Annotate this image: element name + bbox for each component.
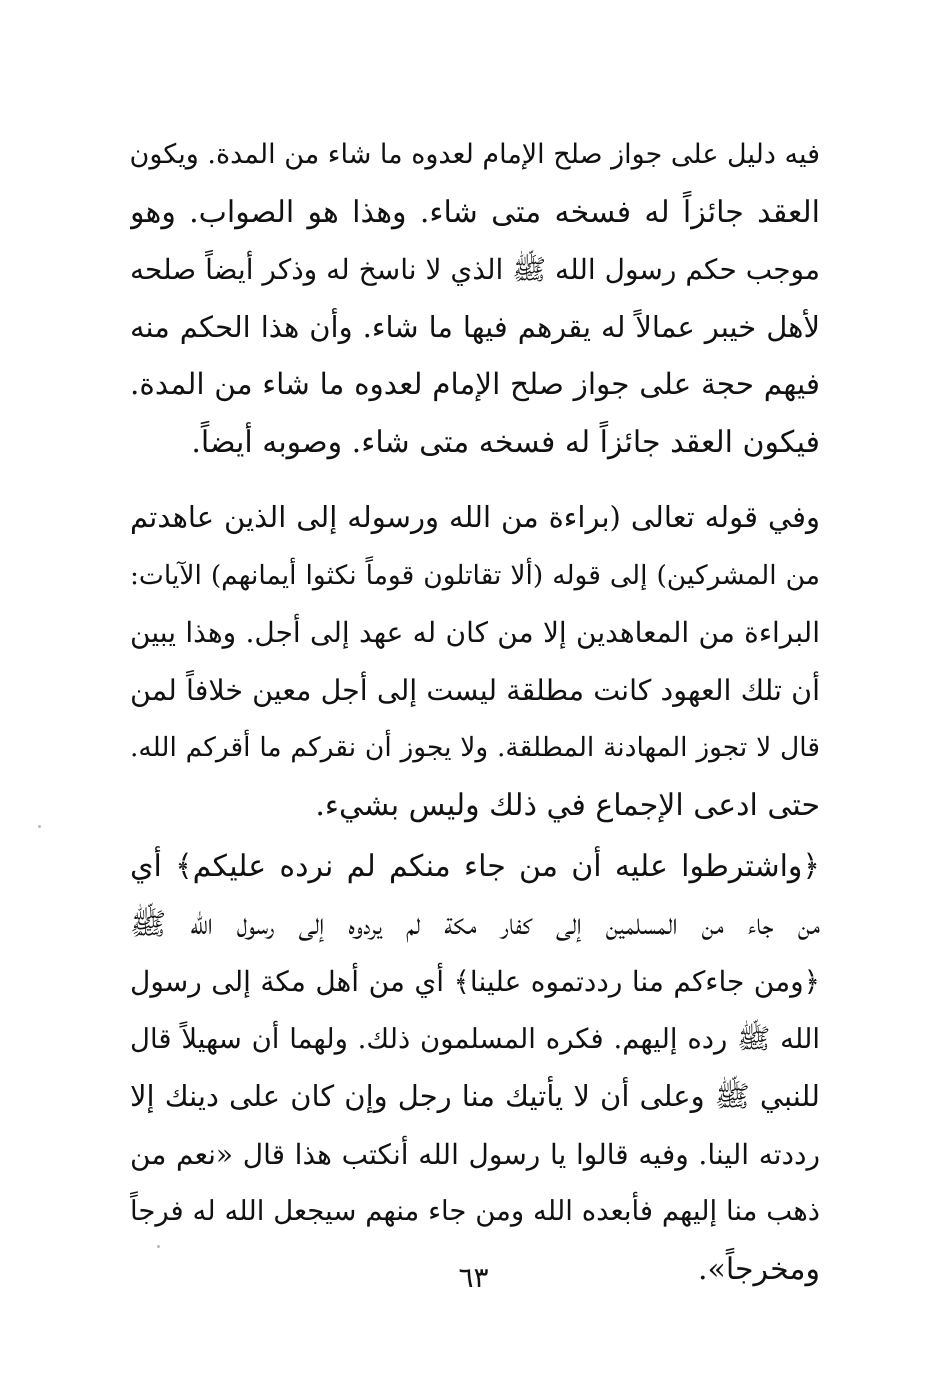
text-line: الله ﷺ رده إليهم. فكره المسلمون ذلك. ولهما أن سهيلاً قال [130, 1022, 820, 1055]
text-line: للنبي ﷺ وعلى أن لا يأتيك منا رجل وإن كان على دينك إلا [130, 1079, 820, 1113]
page-number: ٦٣ [458, 1261, 489, 1294]
text-line: قال لا تجوز المهادنة المطلقة. ولا يجوز أن نقركم ما أقركم الله. [130, 732, 820, 763]
text-line: فيه دليل على جواز صلح الإمام لعدوه ما شاء من المدة. ويكون [130, 139, 820, 170]
text-line: من جاء من المسلمين إلى كفار مكة لم يردوه إلى رسول الله ﷺ [130, 906, 820, 942]
text-line: وفي قوله تعالى (براءة من الله ورسوله إلى الذين عاهدتم [130, 500, 820, 534]
scan-speck [38, 825, 41, 828]
text-line: البراءة من المعاهدين إلا من كان له عهد إلى أجل. وهذا يبين [130, 616, 820, 649]
scan-speck [157, 1245, 160, 1248]
text-line: أن تلك العهود كانت مطلقة ليست إلى أجل معين خلافاً لمن [130, 673, 820, 707]
paragraph-1 [130, 126, 820, 471]
text-line: موجب حكم رسول الله ﷺ الذي لا ناسخ له وذكر أيضاً صلحه [130, 253, 820, 286]
text-line: فيهم حجة على جواز صلح الإمام لعدوه ما شاء من المدة. [130, 367, 820, 401]
text-line: فيكون العقد جائزاً له فسخه متى شاء. وصوبه أيضاً. [191, 424, 820, 460]
text-line: ومخرجاً». [697, 1251, 820, 1287]
text-line: حتى ادعى الإجماع في ذلك وليس بشيء. [315, 787, 820, 823]
text-line: لأهل خيبر عمالاً له يقرهم فيها ما شاء. وأن هذا الحكم منه [130, 309, 820, 344]
text-line: رددته الينا. وفيه قالوا يا رسول الله أنكتب هذا قال «نعم من [130, 1137, 820, 1171]
paragraph-3 [130, 838, 820, 1298]
text-line: ﴿ومن جاءكم منا رددتموه علينا﴾ أي من أهل مكة إلى رسول [130, 965, 820, 998]
text-line: ذهب منا إليهم فأبعده الله ومن جاء منهم سيجعل الله له فرجاً [130, 1195, 820, 1227]
text-line: العقد جائزاً له فسخه متى شاء. وهذا هو الصواب. وهو [130, 194, 820, 230]
paragraph-2 [130, 489, 820, 834]
text-line: ﴿واشترطوا عليه أن من جاء منكم لم نرده عليكم﴾ أي [130, 849, 820, 884]
text-line: من المشركين) إلى قوله (ألا تقاتلون قوماً نكثوا أيمانهم) الآيات: [130, 559, 820, 591]
